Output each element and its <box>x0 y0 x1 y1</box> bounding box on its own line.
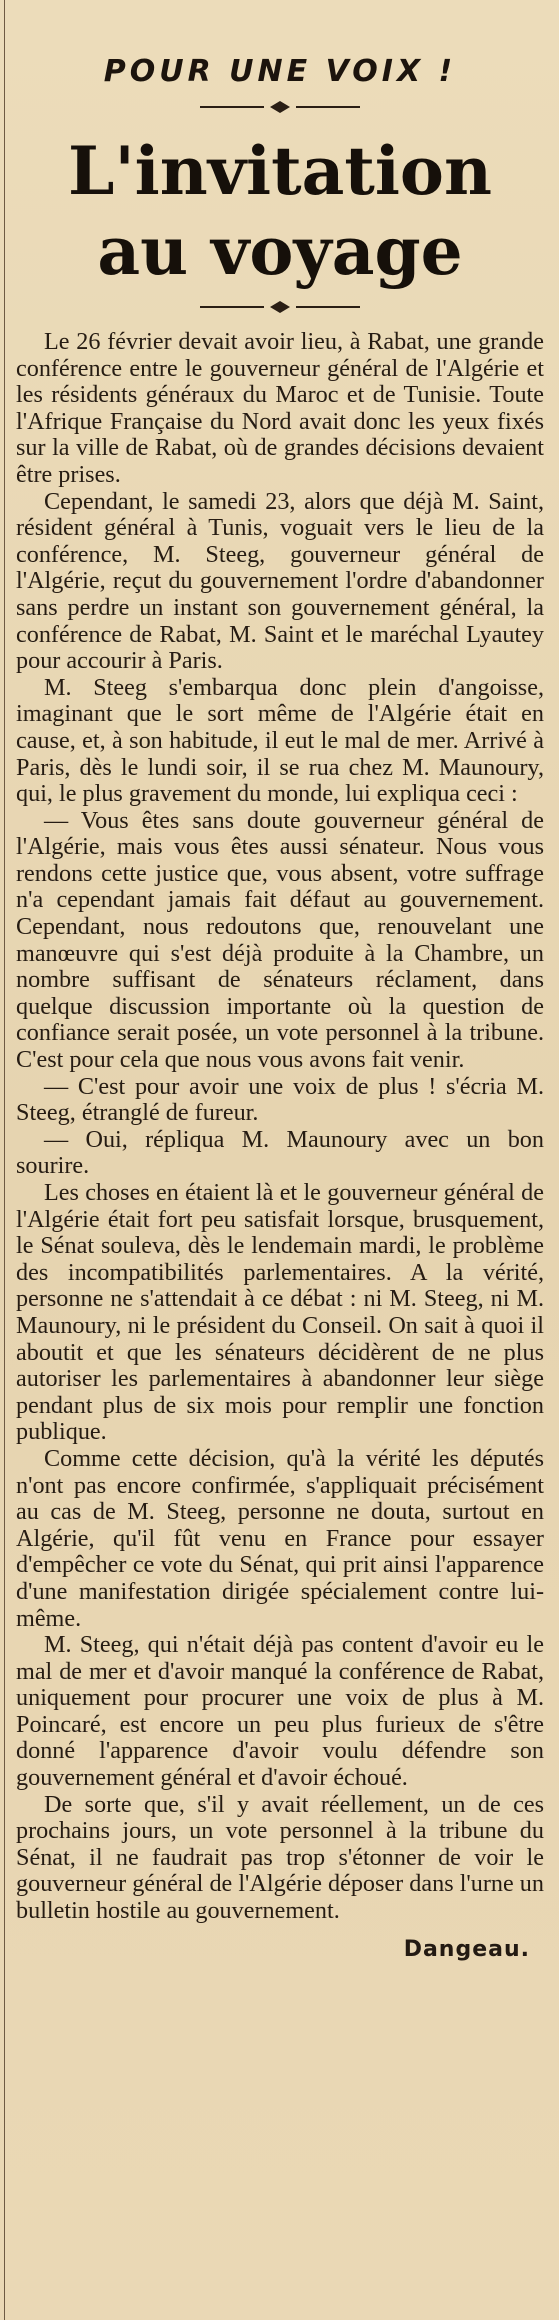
paragraph: Comme cette décision, qu'à la vérité les députés n'ont pas encore confirmée, s'appliquait précisément au cas de M. Steeg, personne ne douta, surtout en Algérie, qu'il fût venu en France pour essayer d'empêcher ce vote du Sénat, qui prit ainsi l'apparence d'une manifestation dirigée spécialement contre lui-même. <box>16 1444 544 1632</box>
paragraph: M. Steeg, qui n'était déjà pas content d'avoir eu le mal de mer et d'avoir manqué la conférence de Rabat, uniquement pour procurer une voix de plus à M. Poincaré, est encore un peu plus furieux de s'être donné l'apparence d'avoir voulu défendre son gouvernement général et d'avoir échoué. <box>16 1631 544 1792</box>
paragraph: Le 26 février devait avoir lieu, à Rabat, une grande conférence entre le gouverneur général de l'Algérie et les résidents généraux du Maroc et de Tunisie. Toute l'Afrique Française du Nord avait donc les yeux fixés sur la ville de Rabat, où de grandes décisions devaient être prises. <box>16 328 544 488</box>
article-kicker: POUR UNE VOIX ! <box>103 54 457 89</box>
author-signature: Dangeau. <box>403 1936 530 1962</box>
column-rule <box>4 0 5 2320</box>
article-body <box>16 329 544 1925</box>
headline-line-1: L'invitation <box>68 132 492 210</box>
paragraph: De sorte que, s'il y avait réellement, un de ces prochains jours, un vote personnel à la tribune du Sénat, il ne faudrait pas trop s'étonner de voir le gouverneur général de l'Algérie déposer dans l'urne un bulletin hostile au gouvernement. <box>16 1790 544 1925</box>
paragraph: Les choses en étaient là et le gouverneur général de l'Algérie était fort peu satisfait lorsque, brusquement, le Sénat souleva, dès le lendemain mardi, le problème des incompatibilités parlementaires. A la vérité, personne ne s'attendait à ce débat : ni M. Steeg, ni M. Maunoury, ni le président du Conseil. On sait à quoi il aboutit et que les sénateurs décidèrent de ne plus autoriser les parlementaires à abandonner leur siège pendant plus de six mois pour remplir une fonction publique. <box>16 1179 544 1446</box>
paragraph: M. Steeg s'embarqua donc plein d'angoisse, imaginant que le sort même de l'Algérie était en cause, et, à son habitude, il eut le mal de mer. Arrivé à Paris, dès le lundi soir, il se rua chez M. Maunoury, qui, le plus gravement du monde, lui expliqua ceci : <box>16 673 544 808</box>
ornament-divider-bottom <box>200 301 360 313</box>
ornament-divider-top <box>200 101 360 113</box>
paragraph: Cependant, le samedi 23, alors que déjà M. Saint, résident général à Tunis, voguait vers le lieu de la conférence, M. Steeg, gouverneur général de l'Algérie, reçut du gouvernement l'ordre d'abandonner sans perdre un instant son gouvernement général, la conférence de Rabat, M. Saint et le maréchal Lyautey pour accourir à Paris. <box>16 487 544 675</box>
paragraph: — Vous êtes sans doute gouverneur général de l'Algérie, mais vous êtes aussi sénateur. Nous vous rendons cette justice que, vous absent, votre suffrage n'a cependant jamais fait défaut au gouvernement. Cependant, nous redoutons que, renouvelant une manœuvre qui s'est déjà produite à la Chambre, un nombre suffisant de sénateurs réclament, dans quelque discussion importante où la question de confiance serait posée, un vote personnel à la tribune. C'est pour cela que nous vous avons fait venir. <box>16 806 544 1074</box>
headline-line-2: au voyage <box>97 212 463 290</box>
paragraph: — Oui, répliqua M. Maunoury avec un bon sourire. <box>16 1125 544 1180</box>
paragraph: — C'est pour avoir une voix de plus ! s'écria M. Steeg, étranglé de fureur. <box>16 1072 544 1127</box>
article-headline <box>16 131 544 291</box>
